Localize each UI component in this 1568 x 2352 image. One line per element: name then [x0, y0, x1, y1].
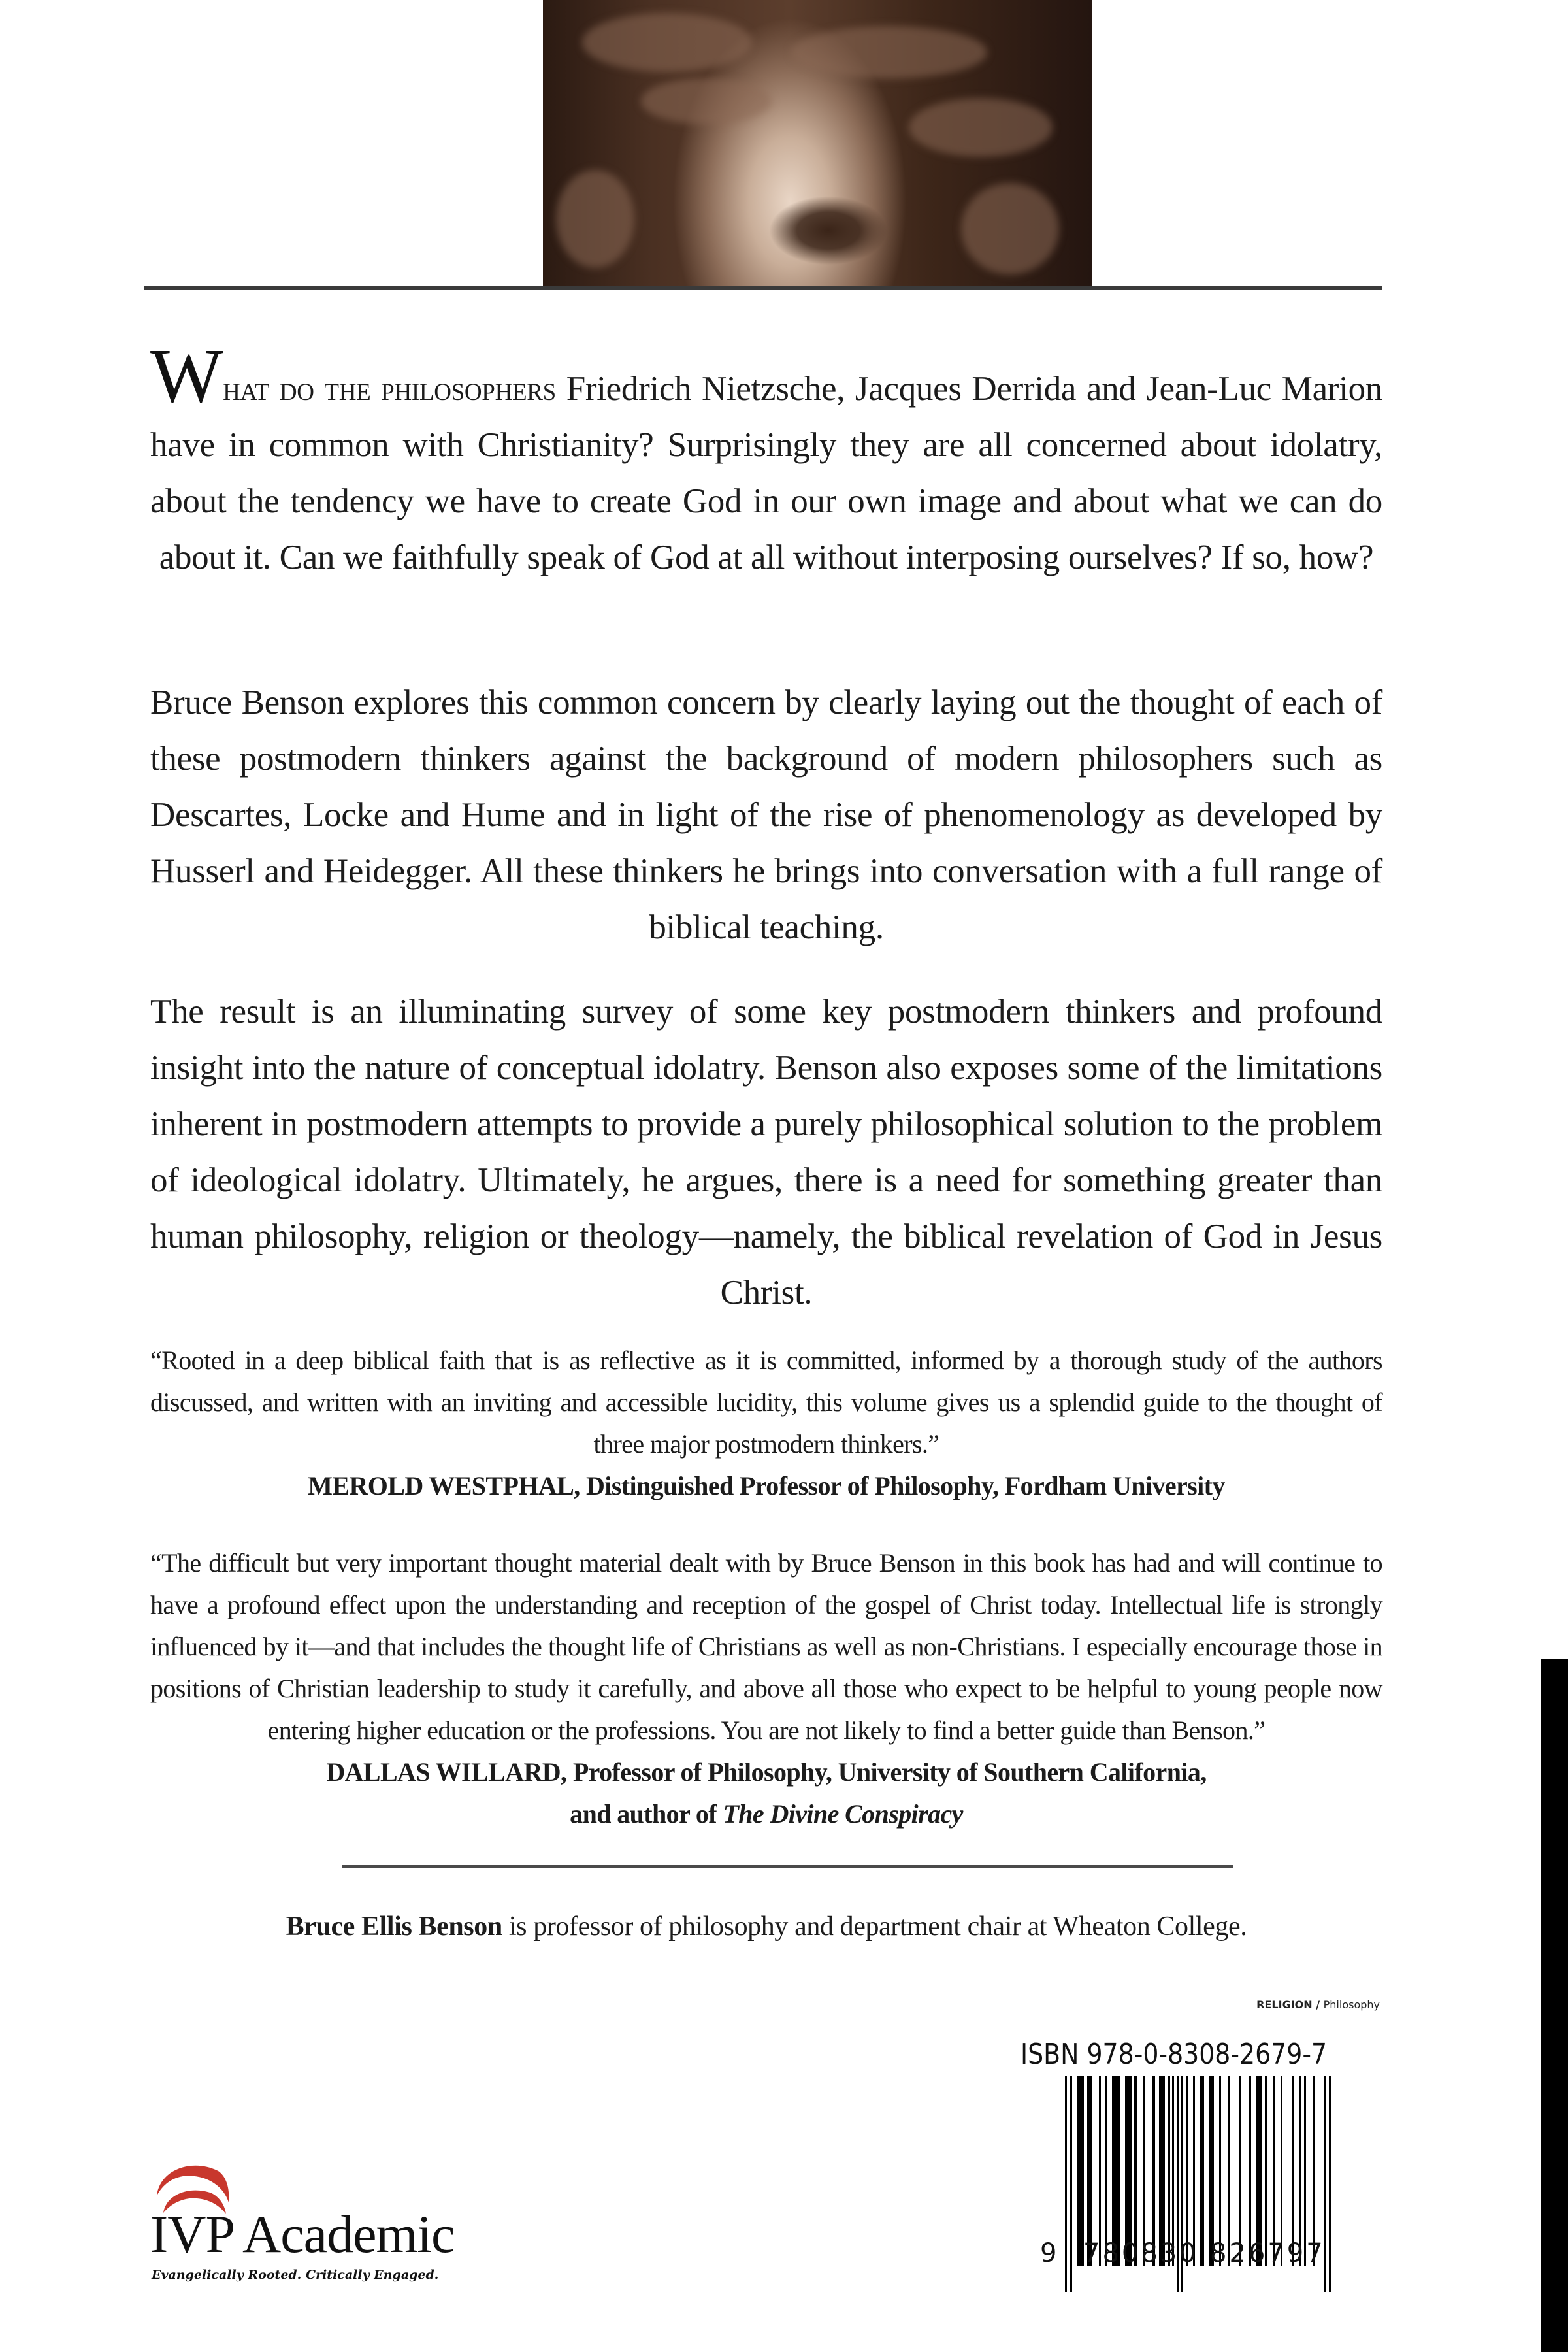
endorsement-quote: “Rooted in a deep biblical faith that is as reflective as it is committed, informed by a thorough study of the authors discussed, and written with an inviting and accessible lucidity, this volume gives us a splendid guide to the thought of three major postmodern thinkers.”: [150, 1346, 1382, 1459]
category-separator: /: [1312, 1998, 1324, 2011]
cover-statue-image: [543, 0, 1092, 288]
endorsement-attribution: MEROLD WESTPHAL, Distinguished Professor of Philosophy, Fordham University: [308, 1471, 1225, 1500]
category-sub: Philosophy: [1323, 1998, 1380, 2011]
top-divider: [144, 286, 1382, 290]
endorsement-westphal: [150, 1340, 1382, 1507]
spine-edge-bar: [1541, 1659, 1568, 2352]
intro-text: Friedrich Nietzsche, Jacques Derrida and Jean-Luc Marion have in common with Christianity? Surprisingly they are all concerned about idolatry, about the tendency we have to create God in our own image and about what we can do about it. Can we faithfully speak of God at all without interposing ourselves? If so, how?: [150, 370, 1382, 576]
isbn-label: ISBN 978-0-8308-2679-7: [1021, 2038, 1328, 2071]
book-title: The Divine Conspiracy: [723, 1799, 963, 1829]
bisac-category: [1256, 1998, 1380, 2011]
publisher-name: IVP Academic: [150, 2204, 455, 2264]
description-paragraph-1: Bruce Benson explores this common concern by clearly laying out the thought of each of these postmodern thinkers against the background of modern philosophers such as Descartes, Locke and Hume and in light of the rise of phenomenology as developed by Husserl and Heidegger. All these thinkers he brings into conversation with a full range of biblical teaching.: [150, 684, 1382, 946]
endorsement-willard: [150, 1542, 1382, 1835]
description-paragraph-2: The result is an illuminating survey of some key postmodern thinkers and profound insight into the nature of conceptual idolatry. Benson also exposes some of the limitations inherent in postmodern attempts to provide a purely philosophical solution to the problem of ideological idolatry. Ultimately, he argues, there is a need for something greater than human philosophy, religion or theology—namely, the biblical revelation of God in Jesus Christ.: [150, 993, 1382, 1312]
endorsement-attribution-book: [150, 1793, 1382, 1835]
attribution-prefix: and author of: [570, 1799, 723, 1829]
smallcaps-lead: hat do the philosophers: [223, 370, 556, 408]
bio-divider: [342, 1865, 1233, 1868]
barcode-digit-lead: 9: [1040, 2238, 1057, 2268]
author-bio: [150, 1907, 1382, 1946]
author-bio-text: is professor of philosophy and department chair at Wheaton College.: [502, 1912, 1247, 1942]
intro-paragraph: [150, 333, 1382, 586]
barcode-digits-left: 780830: [1083, 2238, 1199, 2268]
endorsement-attribution: DALLAS WILLARD, Professor of Philosophy, University of Southern California,: [326, 1757, 1207, 1787]
endorsement-quote: “The difficult but very important thought material dealt with by Bruce Benson in this book has had and will continue to have a profound effect upon the understanding and reception of the gospel of Christ today. Intellectual life is strongly influenced by it—and that includes the thought life of Christians as well as non-Christians. I especially encourage those in positions of Christian leadership to study it carefully, and above all those who expect to be helpful to young people now entering higher education or the professions. You are not likely to find a better guide than Benson.”: [150, 1548, 1382, 1745]
publisher-logo: [150, 2157, 490, 2287]
drop-cap: W: [150, 333, 223, 418]
author-name: Bruce Ellis Benson: [286, 1912, 502, 1942]
category-main: RELIGION: [1256, 1998, 1313, 2011]
publisher-tagline: Evangelically Rooted. Critically Engaged.: [152, 2268, 439, 2282]
barcode-digits-right: 826797: [1210, 2238, 1326, 2268]
